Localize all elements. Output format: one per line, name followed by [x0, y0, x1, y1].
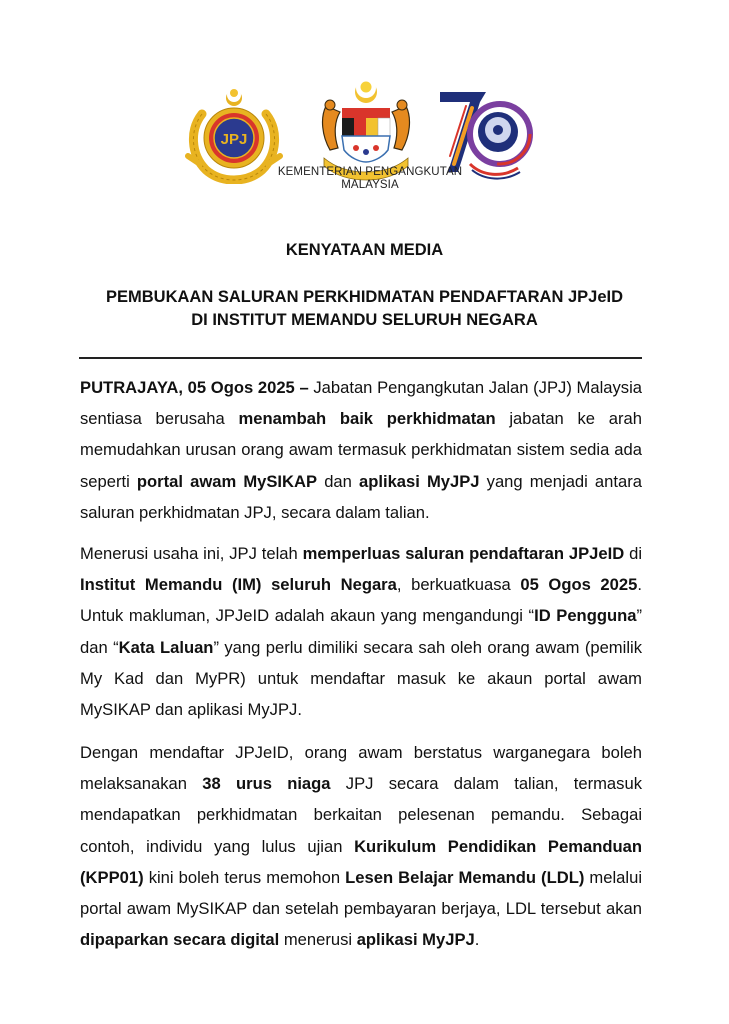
- body-text: JPJ secara dalam talian, termasuk mendapatkan perkhidmatan berkaitan pelesenan pemandu. Sebagai contoh, individu yang lulus ujian: [80, 774, 642, 856]
- paragraph-3: [80, 737, 642, 955]
- bold-text: memperluas saluran pendaftaran JPJeID: [302, 544, 625, 563]
- bold-text: aplikasi MyJPJ: [358, 471, 480, 491]
- crescent-star-icon: [226, 88, 242, 106]
- jpj-crest-text: JPJ: [220, 131, 248, 148]
- body-text: di: [624, 544, 642, 563]
- body-text: ” yang perlu dimiliki secara sah oleh orang awam (pemilik My Kad dan MyPR) untuk mendaftar masuk ke akaun portal awam MySIKAP dan aplikasi MyJPJ.: [80, 637, 642, 720]
- bold-text: portal awam MySIKAP: [136, 471, 318, 491]
- ministry-line-2: MALAYSIA: [341, 179, 399, 191]
- body-text: . Untuk makluman, JPJeID adalah akaun yang mengandungi “: [80, 575, 642, 626]
- shield-icon: [342, 108, 390, 162]
- bold-text: 05 Ogos 2025: [520, 575, 638, 595]
- bold-text: menambah baik perkhidmatan: [238, 409, 496, 429]
- paragraph-2: [80, 538, 642, 725]
- jpj-crest-logo: [184, 84, 284, 184]
- document-label: KENYATAAN MEDIA: [285, 241, 444, 259]
- body-text: jabatan ke arah memudahkan urusan orang awam termasuk perkhidmatan sistem sedia ada seperti: [80, 409, 642, 491]
- bold-text: Kata Laluan: [118, 637, 214, 657]
- bold-text: ID Pengguna: [534, 606, 637, 626]
- body-text: ” dan “: [80, 606, 642, 657]
- body-text: yang menjadi antara saluran perkhidmatan JPJ, secara dalam talian.: [80, 471, 642, 522]
- body-text: .: [474, 930, 480, 950]
- document-title-line-1: PEMBUKAAN SALURAN PERKHIDMATAN PENDAFTARAN JPJeID: [105, 288, 624, 306]
- bold-text: PUTRAJAYA, 05 Ogos 2025 –: [80, 378, 309, 397]
- jpj-emblem-icon: [493, 125, 503, 135]
- bold-text: dipaparkan secara digital: [80, 930, 280, 950]
- document-title-line-2: DI INSTITUT MEMANDU SELURUH NEGARA: [191, 311, 538, 329]
- body-text: menerusi: [279, 930, 357, 950]
- body-text: Dengan mendaftar JPJeID, orang awam berstatus warganegara boleh melaksanakan: [80, 743, 642, 794]
- bold-text: Lesen Belajar Memandu (LDL): [345, 867, 585, 887]
- ministry-name: [270, 166, 470, 192]
- header-logos: [0, 0, 729, 210]
- bold-text: Institut Memandu (IM) seluruh Negara: [80, 575, 397, 595]
- ministry-line-1: KEMENTERIAN PENGANGKUTAN: [277, 166, 463, 178]
- body-text: melalui portal awam MySIKAP dan setelah pembayaran berjaya, LDL tersebut akan: [80, 867, 643, 919]
- body-text: kini boleh terus memohon: [143, 867, 346, 887]
- bold-text: 38 urus niaga: [202, 774, 331, 794]
- crescent-star-icon: [355, 78, 377, 103]
- paragraph-1: [80, 372, 642, 528]
- body-text: , berkuatkuasa: [396, 575, 521, 595]
- title-divider: [79, 357, 642, 359]
- body-text: dan: [317, 471, 359, 491]
- body-text: Jabatan Pengangkutan Jalan (JPJ) Malaysia sentiasa berusaha: [80, 378, 642, 429]
- bold-text: Kurikulum Pendidikan Pemanduan (KPP01): [80, 836, 642, 887]
- bold-text: aplikasi MyJPJ: [356, 930, 475, 950]
- body-text: Menerusi usaha ini, JPJ telah: [80, 544, 303, 563]
